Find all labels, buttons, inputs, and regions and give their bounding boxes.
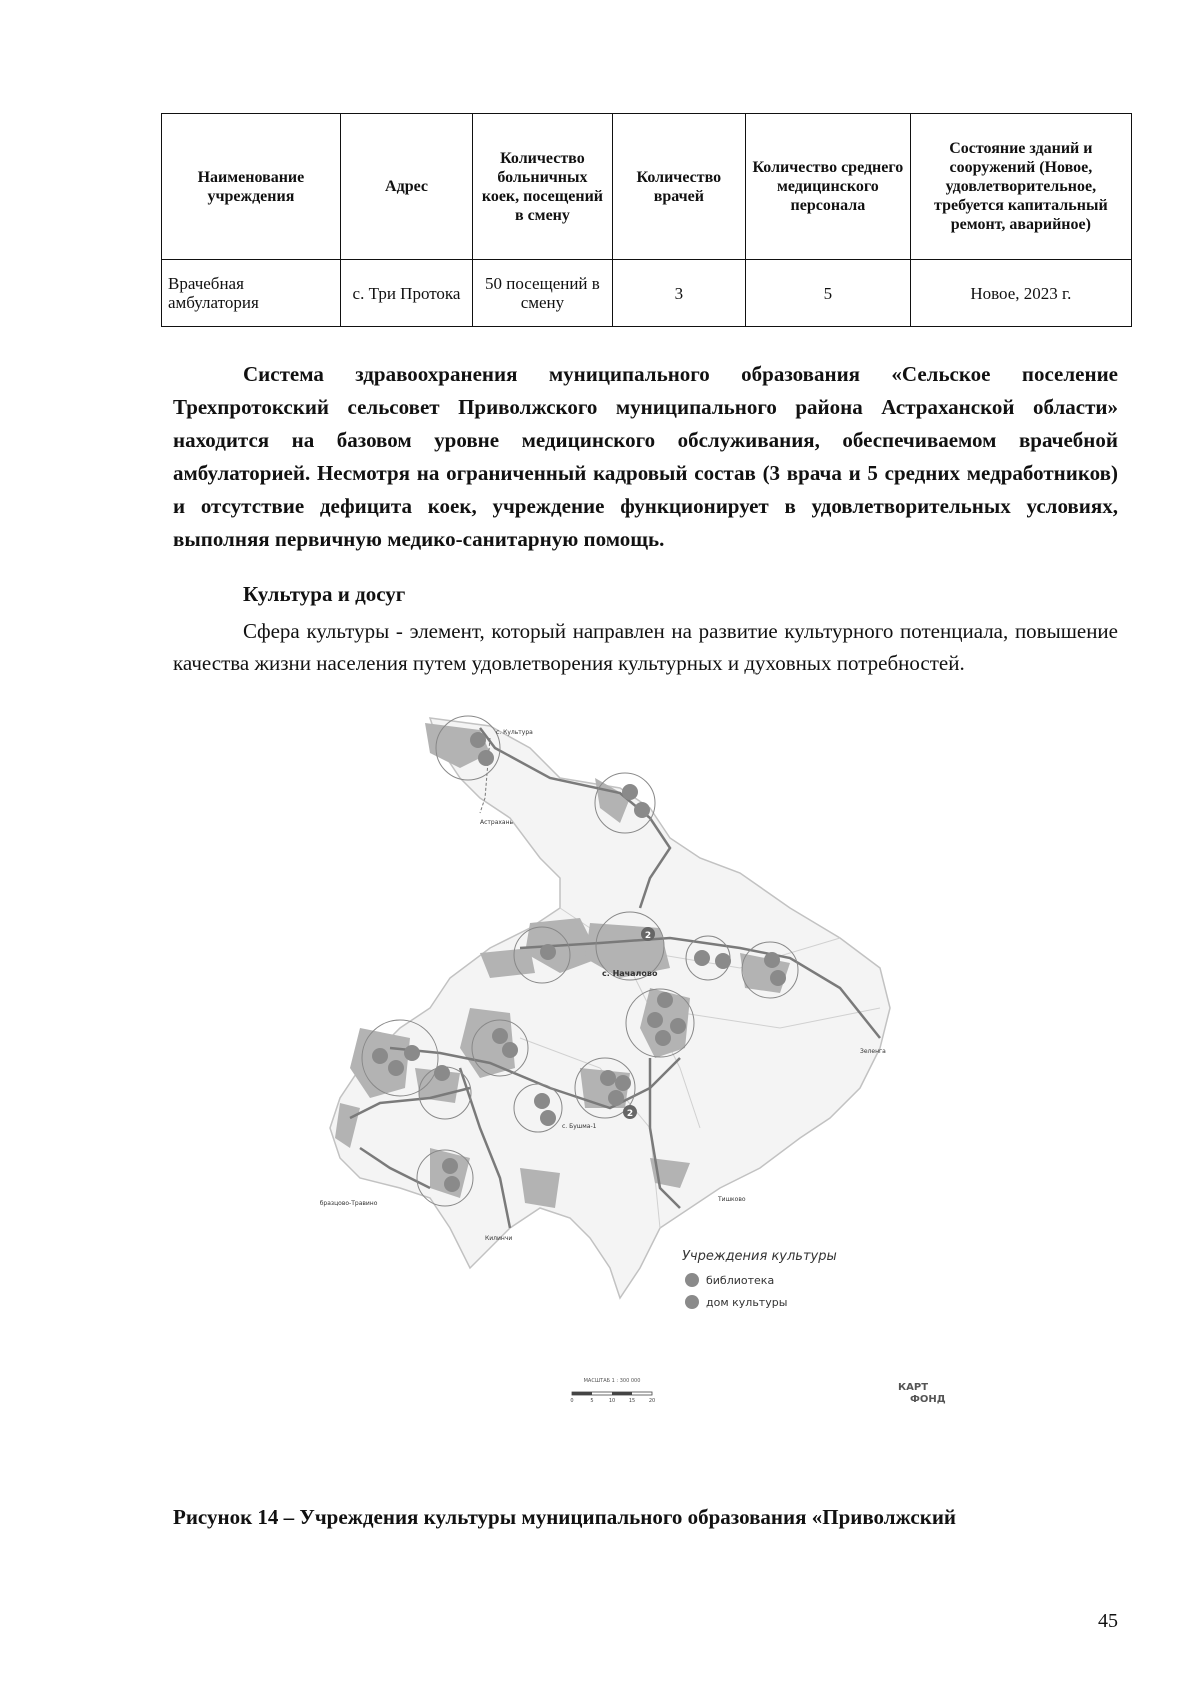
legend-title: Учреждения культуры <box>682 1249 837 1264</box>
label-zelenga: Зеленга <box>860 1048 886 1055</box>
cell-nurses: 5 <box>746 260 911 327</box>
culture-marker <box>715 953 731 969</box>
cell-address: с. Три Протока <box>340 260 472 327</box>
scale-tick: 0 <box>570 1398 574 1404</box>
table-row <box>162 260 1132 327</box>
culture-marker <box>657 992 673 1008</box>
header-beds-visits: Количество больничных коек, посещений в смену <box>473 114 612 260</box>
label-center-town: с. Началово <box>602 969 658 978</box>
culture-marker <box>492 1028 508 1044</box>
label-kilinchi: Килинчи <box>485 1235 513 1242</box>
scale-tick: 15 <box>628 1398 636 1404</box>
label-bushma: с. Бушма-1 <box>562 1123 597 1130</box>
figure-caption: Рисунок 14 – Учреждения культуры муниципального образования «Приволжский <box>173 1505 957 1529</box>
culture-marker <box>442 1158 458 1174</box>
culture-marker <box>608 1090 624 1106</box>
culture-marker <box>502 1042 518 1058</box>
healthcare-summary-paragraph: Система здравоохранения муниципального образования «Сельское поселение Трехпротокский сельсовет Приволжского муниципального района Астраханской области» находится на базовом уровне медицинского обслуживания, обеспечиваемом врачебной амбулаторией. Несмотря на ограниченный кадровый состав (3 врача и 5 средних медработников) и отсутствие дефицита коек, учреждение функционирует в удовлетворительных условиях, выполняя первичную медико-санитарную помощь. <box>173 362 1118 551</box>
legend-item-culture-house: дом культуры <box>706 1296 788 1309</box>
label-astrakhan: Астрахань <box>480 819 514 826</box>
culture-marker <box>540 944 556 960</box>
cell-beds-visits: 50 посещений в смену <box>473 260 612 327</box>
cell-building-state: Новое, 2023 г. <box>910 260 1131 327</box>
culture-marker <box>372 1048 388 1064</box>
legend-item-library: библиотека <box>706 1274 775 1287</box>
culture-marker <box>615 1075 631 1091</box>
table-header-row <box>162 114 1132 260</box>
header-nurses: Количество среднего медицинского персонала <box>746 114 911 260</box>
culture-marker <box>404 1045 420 1061</box>
header-doctors: Количество врачей <box>612 114 745 260</box>
culture-marker <box>470 732 486 748</box>
culture-marker <box>694 950 710 966</box>
cell-doctors: 3 <box>612 260 745 327</box>
culture-paragraph: Сфера культуры - элемент, который направлен на развитие культурного потенциала, повышение качества жизни населения путем удовлетворения культурных и духовных потребностей. <box>173 619 1118 675</box>
culture-facilities-map <box>320 708 1000 1488</box>
cell-facility-name: Врачебная амбулатория <box>162 260 341 327</box>
label-tishkovo: Тишково <box>718 1196 746 1203</box>
culture-marker <box>540 1110 556 1126</box>
kartfond-logo <box>898 1382 946 1405</box>
scale-label: МАСШТАБ 1 : 300 000 <box>583 1378 641 1384</box>
section-heading: Культура и досуг <box>243 582 406 606</box>
scale-tick: 10 <box>608 1398 616 1404</box>
culture-marker <box>534 1093 550 1109</box>
scale-tick: 5 <box>590 1398 594 1404</box>
header-address: Адрес <box>340 114 472 260</box>
label-obrazcovo: Образцово-Травино <box>320 1200 378 1207</box>
header-facility-name: Наименование учреждения <box>162 114 341 260</box>
svg-text:ФОНД: ФОНД <box>910 1394 946 1405</box>
header-building-state: Состояние зданий и сооружений (Новое, удовлетворительное, требуется капитальный ремонт, аварийное) <box>910 114 1131 260</box>
culture-marker <box>478 750 494 766</box>
culture-marker <box>444 1176 460 1192</box>
health-facilities-table <box>161 113 1132 327</box>
scale-tick: 20 <box>648 1398 656 1404</box>
culture-marker <box>434 1065 450 1081</box>
page-number: 45 <box>1098 1610 1118 1632</box>
culture-marker <box>670 1018 686 1034</box>
svg-text:2: 2 <box>626 1109 634 1119</box>
map-legend <box>682 1249 837 1309</box>
culture-marker <box>622 784 638 800</box>
svg-text:2: 2 <box>644 931 652 941</box>
svg-text:КАРТ: КАРТ <box>898 1382 929 1393</box>
culture-marker <box>764 952 780 968</box>
culture-marker <box>770 970 786 986</box>
map-scale <box>570 1378 655 1404</box>
label-kulturnoe: с. Культура <box>496 729 533 736</box>
culture-marker <box>634 802 650 818</box>
culture-marker <box>655 1030 671 1046</box>
culture-marker <box>647 1012 663 1028</box>
culture-marker <box>388 1060 404 1076</box>
culture-marker <box>600 1070 616 1086</box>
